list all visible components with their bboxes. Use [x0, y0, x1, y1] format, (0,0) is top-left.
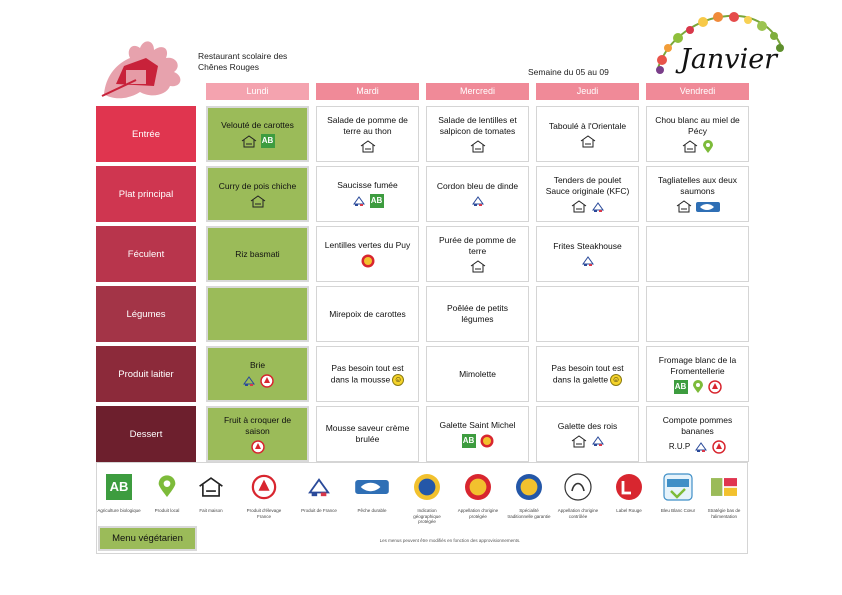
produit-france-icon	[581, 255, 595, 267]
dish-name: Saucisse fumée	[337, 180, 398, 190]
produit-france-icon	[352, 195, 366, 207]
ab-icon: AB	[462, 434, 476, 448]
produit-france-icon	[591, 435, 605, 447]
row-label-dessert: Dessert	[96, 406, 196, 462]
menu-cell	[646, 286, 749, 342]
dish-name: Fromage blanc de la Fromentellerie	[658, 354, 737, 376]
legend-label: Indication géographique protégée	[413, 508, 441, 524]
school-name-line2: Chênes Rouges	[198, 62, 259, 72]
menu-cell	[206, 286, 309, 342]
produit-france-icon	[591, 201, 605, 213]
menu-cell	[426, 226, 529, 282]
row-label-legumes: Légumes	[96, 286, 196, 342]
legend-label: Agriculture biologique	[97, 508, 141, 513]
legend-item	[189, 470, 233, 514]
dish-name: Mousse saveur crème brulée	[325, 423, 410, 444]
day-header-vendredi: Vendredi	[646, 83, 749, 100]
elevage-france-icon	[260, 374, 274, 388]
ab-icon: AB	[674, 380, 688, 394]
produit-france-icon	[471, 195, 485, 207]
dish-text: Pas besoin tout est dans la mousse	[330, 362, 404, 384]
month-title: Janvier	[680, 44, 778, 75]
house-icon	[580, 135, 596, 148]
house-icon	[682, 140, 698, 153]
day-header-lundi: Lundi	[206, 83, 309, 100]
dish-name: Curry de pois chiche	[218, 180, 297, 191]
legend-label: Pêche durable	[357, 508, 387, 513]
legend-label: Spécialité traditionnelle garantie	[507, 508, 551, 519]
menu-cell	[646, 346, 749, 402]
row-label-laitier: Produit laitier	[96, 346, 196, 402]
legend-item	[242, 470, 286, 519]
local-pin-icon	[702, 140, 714, 154]
menu-cell	[316, 226, 419, 282]
smiley-icon: ☺	[394, 374, 403, 384]
menu-cell	[426, 166, 529, 222]
legend-label: Produit d'élevage France	[246, 508, 282, 519]
dish-name: Cordon bleu de dinde	[436, 181, 519, 191]
menu-cell	[426, 286, 529, 342]
rup-label: R.U.P	[668, 442, 691, 451]
dish-name: Fruit à croquer de saison	[223, 414, 292, 436]
dish-name: Mirepoix de carottes	[329, 308, 406, 319]
legend-label: Fait maison	[199, 508, 223, 513]
legend-label: Produit de France	[301, 508, 337, 513]
dish-name: Mimolette	[459, 368, 496, 379]
menu-cell	[426, 406, 529, 462]
dish-name: Galette Saint Michel	[439, 420, 516, 430]
dish-name	[321, 363, 414, 386]
dish-name: Frites Steakhouse	[553, 241, 622, 251]
dish-name: Brie	[249, 360, 266, 370]
produit-france-icon	[242, 375, 256, 387]
menu-cell	[426, 346, 529, 402]
local-pin-icon	[157, 474, 177, 500]
legend-item	[297, 470, 341, 514]
menu-cell	[206, 346, 309, 402]
house-icon	[571, 435, 587, 448]
legend-item	[456, 470, 500, 519]
igp-icon	[413, 473, 441, 501]
menu-cell	[536, 106, 639, 162]
school-name	[198, 51, 298, 73]
dish-name: Compote pommes bananes	[662, 414, 733, 436]
legend-label: Stratégie bas de l'alimentation	[707, 508, 741, 519]
msc-icon	[696, 202, 720, 212]
legend-label: Bleu Blanc Cœur	[660, 508, 696, 513]
house-icon	[360, 140, 376, 153]
menu-cell	[206, 166, 309, 222]
house-icon	[676, 200, 692, 213]
ab-icon: AB	[261, 134, 275, 148]
aop-icon	[361, 254, 375, 268]
menu-cell	[206, 106, 309, 162]
row-label-plat: Plat principal	[96, 166, 196, 222]
menu-cell	[316, 166, 419, 222]
aop-icon	[464, 473, 492, 501]
menu-cell	[206, 226, 309, 282]
legend-label: Appellation d'origine protégée	[457, 508, 499, 519]
legend-label: Appellation d'origine contrôlée	[557, 508, 599, 519]
menu-cell	[646, 226, 749, 282]
label-rouge-icon	[615, 473, 643, 501]
legend-item	[507, 470, 551, 519]
legend-item	[607, 470, 651, 514]
dish-name: Salade de pomme de terre au thon	[327, 115, 408, 136]
elevage-france-icon	[251, 440, 265, 454]
dish-name	[541, 363, 634, 386]
dish-name: Tagliatelles aux deux saumons	[658, 175, 737, 196]
menu-cell	[316, 406, 419, 462]
house-icon	[250, 195, 266, 208]
legend-item	[145, 470, 189, 514]
legend-item	[656, 470, 700, 514]
ab-icon: AB	[370, 194, 384, 208]
local-pin-icon	[692, 380, 704, 394]
strategy-icon	[711, 478, 737, 496]
day-header-mardi: Mardi	[316, 83, 419, 100]
menu-cell	[536, 166, 639, 222]
house-icon	[470, 260, 486, 273]
menu-cell	[536, 406, 639, 462]
dish-name: Galette des rois	[557, 420, 618, 431]
menu-cell	[316, 286, 419, 342]
smiley-icon: ☺	[612, 374, 621, 384]
legend-item	[702, 470, 746, 519]
legend-label: Label Rouge	[616, 508, 642, 513]
dish-name: Tenders de poulet Sauce originale (KFC)	[545, 175, 630, 196]
row-label-feculent: Féculent	[96, 226, 196, 282]
menu-cell	[646, 166, 749, 222]
aoc-icon	[564, 473, 592, 501]
house-icon	[241, 135, 257, 148]
legend-item	[97, 470, 141, 514]
dish-name: Salade de lentilles et salpicon de tomates	[438, 115, 517, 136]
menu-cell	[536, 226, 639, 282]
day-header-jeudi: Jeudi	[536, 83, 639, 100]
dish-name: Purée de pomme de terre	[438, 235, 517, 256]
dish-name: Riz basmati	[235, 248, 280, 259]
elevage-france-icon	[251, 474, 277, 500]
stg-icon	[515, 473, 543, 501]
dish-name: Lentilles vertes du Puy	[324, 240, 411, 250]
aop-icon	[480, 434, 494, 448]
menu-cell	[536, 346, 639, 402]
house-icon	[470, 140, 486, 153]
menu-cell	[646, 106, 749, 162]
legend-label: Produit local	[154, 508, 180, 513]
bleu-blanc-coeur-icon	[663, 473, 693, 501]
menu-cell	[536, 286, 639, 342]
msc-icon	[355, 480, 389, 494]
menu-cell	[646, 406, 749, 462]
restaurant-logo-icon	[96, 36, 196, 102]
vegetarian-menu-button[interactable]: Menu végétarien	[98, 526, 197, 551]
week-range: Semaine du 05 au 09	[528, 67, 609, 77]
dish-name: Taboulé à l'Orientale	[548, 120, 627, 131]
day-header-mercredi: Mercredi	[426, 83, 529, 100]
house-icon	[571, 200, 587, 213]
elevage-france-icon	[708, 380, 722, 394]
menu-cell	[206, 406, 309, 462]
row-label-entree: Entrée	[96, 106, 196, 162]
menu-cell	[426, 106, 529, 162]
legend-item	[350, 470, 394, 514]
dish-text: Pas besoin tout est dans la galette	[551, 362, 624, 384]
menu-cell	[316, 106, 419, 162]
school-name-line1: Restaurant scolaire des	[198, 51, 288, 61]
menu-note: Les menus peuvent être modifiés en fonction des approvisionnements.	[379, 538, 521, 543]
house-icon	[198, 476, 224, 498]
produit-france-icon	[306, 476, 332, 498]
legend-item	[556, 470, 600, 519]
dish-name: Poêlée de petits légumes	[447, 303, 508, 324]
dish-name: Chou blanc au miel de Pécy	[655, 114, 740, 136]
elevage-france-icon	[712, 440, 726, 454]
produit-france-icon	[694, 441, 708, 453]
dish-name: Velouté de carottes	[221, 120, 294, 130]
legend-item	[405, 470, 449, 525]
ab-icon: AB	[106, 474, 132, 500]
menu-cell	[316, 346, 419, 402]
